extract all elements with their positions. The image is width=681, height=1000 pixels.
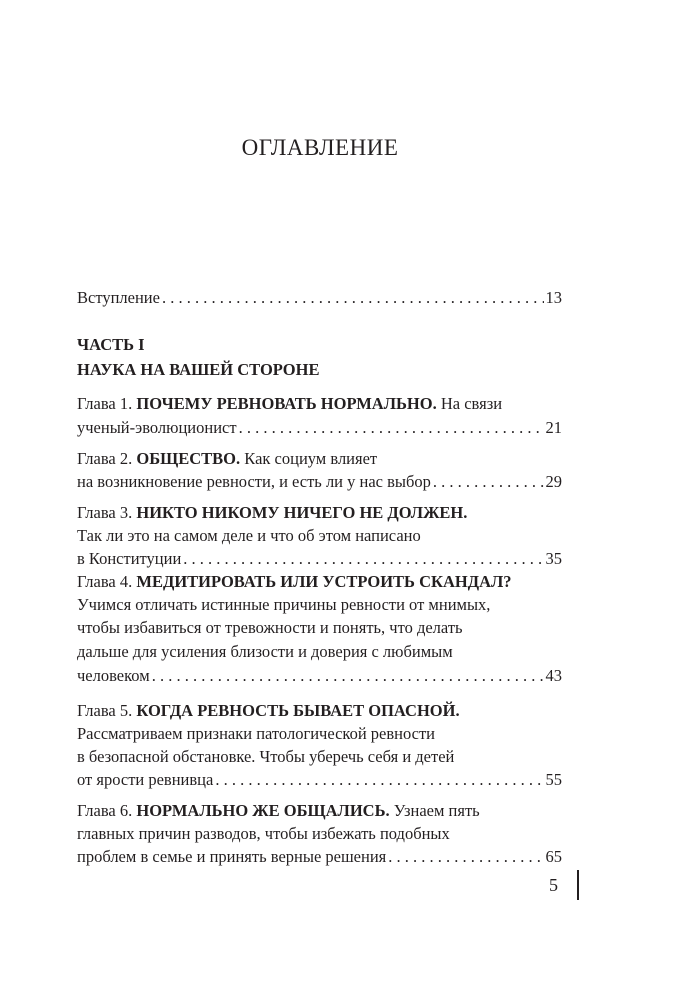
dot-leader: [433, 472, 544, 492]
chapter-subtitle: в безопасной обстановке. Чтобы уберечь себя и детей: [77, 747, 455, 766]
chapter-subtitle: чтобы избавиться от тревожности и понять, что делать: [77, 618, 463, 637]
chapter-subtitle: Рассматриваем признаки патологической ревности: [77, 724, 435, 743]
chapter-subtitle: на возникновение ревности, и есть ли у нас выбор: [77, 472, 431, 491]
chapter-title: КОГДА РЕВНОСТЬ БЫВАЕТ ОПАСНОЙ.: [136, 701, 460, 720]
toc-line: [77, 618, 562, 638]
chapter-subtitle: Так ли это на самом деле и что об этом написано: [77, 526, 421, 545]
page-title: ОГЛАВЛЕНИЕ: [241, 135, 399, 160]
toc-line: [77, 666, 562, 686]
toc-line: [77, 801, 562, 821]
chapter-title: НОРМАЛЬНО ЖЕ ОБЩАЛИСЬ.: [136, 801, 390, 820]
chapter-subtitle: Как социум влияет: [240, 449, 378, 468]
chapter-title: ПОЧЕМУ РЕВНОВАТЬ НОРМАЛЬНО.: [136, 394, 437, 413]
chapter-subtitle: Узнаем пять: [389, 801, 480, 820]
toc-line: [77, 394, 562, 414]
chapter-subtitle: главных причин разводов, чтобы избежать подобных: [77, 824, 450, 843]
toc-line: [77, 503, 562, 523]
chapter-subtitle: человеком: [77, 666, 150, 685]
entry-page: 43: [545, 666, 562, 685]
toc-line: [77, 747, 562, 767]
chapter-subtitle: проблем в семье и принять верные решения: [77, 847, 387, 866]
dot-leader: [239, 418, 544, 438]
chapter-title: НИКТО НИКОМУ НИЧЕГО НЕ ДОЛЖЕН.: [136, 503, 468, 522]
chapter-prefix: Глава 6.: [77, 801, 137, 820]
entry-page: 35: [545, 549, 562, 568]
entry-page: 13: [545, 288, 562, 307]
toc-line: [77, 724, 562, 744]
entry-page: 55: [545, 770, 562, 789]
toc-line: [77, 701, 562, 721]
chapter-prefix: Глава 4.: [77, 572, 137, 591]
toc-line: [77, 472, 562, 492]
toc-line: [77, 595, 562, 615]
entry-page: 29: [545, 472, 562, 491]
chapter-subtitle: Учимся отличать истинные причины ревности от мнимых,: [77, 595, 491, 614]
chapter-prefix: Глава 1.: [77, 394, 137, 413]
toc-line: [77, 847, 562, 867]
toc-line: [77, 449, 562, 469]
toc-line: [77, 418, 562, 438]
toc-line: [77, 572, 562, 592]
chapter-prefix: Глава 3.: [77, 503, 137, 522]
dot-leader: [183, 549, 543, 569]
toc-line: [77, 526, 562, 546]
chapter-subtitle: дальше для усиления близости и доверия с любимым: [77, 642, 453, 661]
toc-line: [77, 770, 562, 790]
chapter-subtitle: ученый-эволюционист: [77, 418, 237, 437]
toc-line: [77, 642, 562, 662]
chapter-subtitle: На связи: [436, 394, 503, 413]
page-number: 5: [549, 875, 558, 895]
chapter-title: МЕДИТИРОВАТЬ ИЛИ УСТРОИТЬ СКАНДАЛ?: [136, 572, 512, 591]
entry-page: 21: [545, 418, 562, 437]
chapter-subtitle: в Конституции: [77, 549, 182, 568]
chapter-prefix: Глава 2.: [77, 449, 137, 468]
dot-leader: [162, 288, 544, 308]
dot-leader: [215, 770, 543, 790]
chapter-subtitle: от ярости ревнивца: [77, 770, 214, 789]
page-number-rule: [577, 870, 579, 900]
toc-line: [77, 549, 562, 569]
toc-line: [77, 824, 562, 844]
part-name: НАУКА НА ВАШЕЙ СТОРОНЕ: [77, 360, 320, 379]
dot-leader: [152, 666, 544, 686]
chapter-title: ОБЩЕСТВО.: [136, 449, 241, 468]
entry-label: Вступление: [77, 288, 160, 307]
part-number: ЧАСТЬ I: [77, 335, 145, 354]
entry-page: 65: [545, 847, 562, 866]
toc-entry-intro: [77, 288, 562, 308]
dot-leader: [388, 847, 543, 867]
chapter-prefix: Глава 5.: [77, 701, 137, 720]
